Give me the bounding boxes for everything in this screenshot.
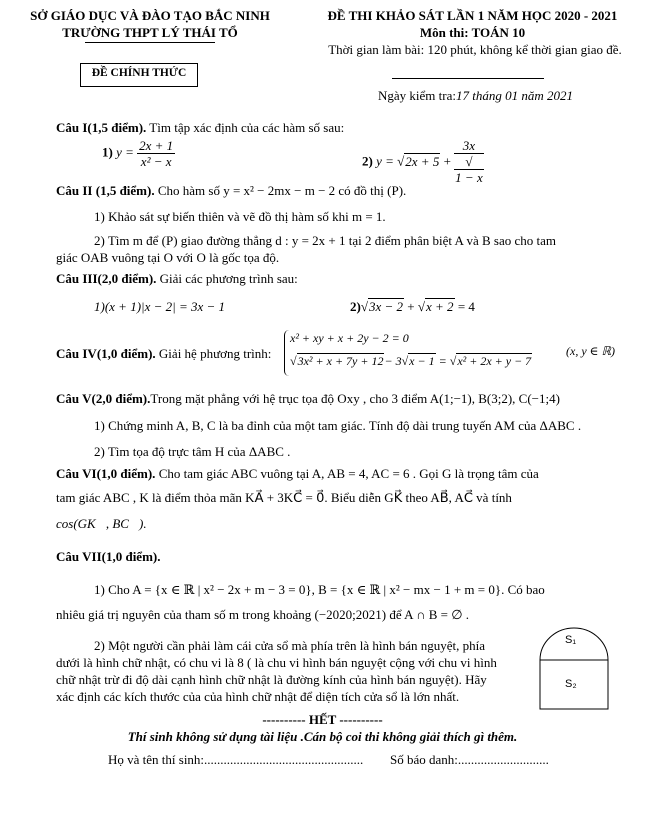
q1-p2-fraction	[454, 138, 484, 185]
q4-eq2-minus: − 3	[384, 354, 402, 368]
q3-heading	[56, 271, 298, 287]
q7-part2-line2: dưới là hình chữ nhật, có chu vi là 8 ( là chu vi hình bán nguyệt cộng với chu vi hình	[56, 655, 497, 670]
q5-part1: 1) Chứng minh A, B, C là ba đỉnh của một tam giác. Tính độ dài trung tuyến AM của ΔABC .	[94, 418, 582, 433]
candidate-id-field: Số báo danh:............................	[390, 752, 549, 767]
q6-text1: Cho tam giác ABC vuông tại A, AB = 4, AC = 6 . Gọi G là trọng tâm của	[158, 466, 539, 481]
q3-p2-label: 2)	[350, 299, 361, 314]
candidate-name-field: Họ và tên thí sinh:.................................................	[108, 752, 364, 767]
q1-part2	[362, 138, 484, 185]
q5-heading	[56, 391, 560, 407]
subject: Môn thi: TOÁN 10	[419, 25, 526, 40]
q1-p2-root: √2x + 5	[397, 153, 440, 169]
q2-part2-line2: giác OAB vuông tại O với O là gốc tọa độ.	[56, 250, 280, 265]
q4-condition: (x, y ∈ ℝ)	[566, 344, 616, 358]
exam-title: ĐỀ THI KHẢO SÁT LẦN 1 NĂM HỌC 2020 - 2021	[327, 8, 618, 23]
dept-name: SỞ GIÁO DỤC VÀ ĐÀO TẠO BẮC NINH	[30, 8, 270, 23]
q4-title: Câu IV(1,0 điểm).	[56, 346, 156, 361]
q7-part1-line1: 1) Cho A = {x ∈ ℝ | x² − 2x + m − 3 = 0}, B = {x ∈ ℝ | x² − mx − 1 + m = 0}. Có bao	[94, 582, 545, 597]
q1-p1-fraction	[137, 138, 175, 169]
q7-part2-line1: 2) Một người cần phải làm cái cửa sổ mà phía trên là hình bán nguyệt, phía	[94, 638, 485, 653]
q4-heading	[56, 346, 271, 362]
school-name: TRƯỜNG THPT LÝ THÁI TỔ	[62, 25, 238, 40]
figure-label-s2: S₂	[565, 678, 577, 690]
official-label: ĐỀ CHÍNH THỨC	[91, 67, 187, 79]
q4-text: Giải hệ phương trình:	[158, 346, 272, 361]
q6-title: Câu VI(1,0 điểm).	[56, 466, 156, 481]
q4-eq2-c: x² + 2x + y − 7	[457, 354, 532, 368]
q5-part2: 2) Tìm tọa độ trực tâm H của ΔABC .	[94, 444, 291, 459]
q6-line3: cos(GK⃗, BC⃗).	[56, 516, 147, 531]
q1-p2-lhs: y =	[376, 153, 394, 169]
school-underline	[85, 42, 215, 43]
q4-eq1: x² + xy + x + 2y − 2 = 0	[290, 331, 409, 345]
q1-p2-num: 3x	[454, 138, 484, 154]
q2-heading	[56, 183, 406, 199]
q2-title: Câu II (1,5 điểm).	[56, 183, 155, 198]
time-note: Thời gian làm bài: 120 phút, không kể thời gian giao đề.	[328, 42, 622, 57]
q7-part2-line4: xác định các kích thước của của hình chữ nhật để diện tích cửa sổ là lớn nhất.	[56, 689, 460, 704]
q7-part2-line3: chữ nhật trừ đi độ dài cạnh hình chữ nhật là đường kính của hình bán nguyệt). Hãy	[56, 672, 487, 687]
q3-p2-a: 3x − 2	[368, 299, 404, 314]
q1-p2-plus: +	[443, 153, 451, 169]
q1-title: Câu I(1,5 điểm).	[56, 120, 147, 135]
header-divider	[392, 78, 544, 79]
date-label: Ngày kiểm tra:	[378, 88, 456, 103]
q3-part2: 2)√3x − 2 + √x + 2 = 4	[350, 299, 475, 314]
q3-text: Giải các phương trình sau:	[159, 271, 298, 286]
q7-title: Câu VII(1,0 điểm).	[56, 549, 161, 564]
q4-eq2-b: x − 1	[409, 354, 435, 368]
q1-heading	[56, 120, 344, 136]
figure-label-s1: S₁	[565, 634, 577, 646]
q1-p1-label: 1)	[102, 144, 113, 160]
q1-p1-lhs: y =	[116, 144, 134, 160]
q1-p1-den: x² − x	[140, 154, 172, 169]
q6-line2: tam giác ABC , K là điểm thỏa mãn KA⃗ + 3KC⃗ = 0⃗. Biểu diễn GK⃗ theo AB⃗, AC⃗ và tính	[56, 490, 512, 505]
exam-note: Thí sinh không sử dụng tài liệu .Cán bộ coi thi không giải thích gì thêm.	[127, 729, 518, 744]
q4-eq2: √3x² + x + 7y + 12− 3√x − 1 = √x² + 2x + y − 7	[290, 354, 532, 368]
end-marker: ---------- HẾT ----------	[262, 712, 383, 727]
q7-part1-line2: nhiêu giá trị nguyên của tham số m trong khoảng (−2020;2021) để A ∩ B = ∅ .	[56, 607, 470, 622]
q3-title: Câu III(2,0 điểm).	[56, 271, 157, 286]
q5-text: Trong mặt phẳng với hệ trục tọa độ Oxy , cho 3 điểm A(1;−1), B(3;2), C(−1;4)	[150, 391, 560, 406]
q1-part1	[102, 138, 175, 169]
q1-p2-label: 2)	[362, 153, 373, 169]
q2-text: Cho hàm số y = x² − 2mx − m − 2 có đồ thị (P).	[157, 183, 407, 198]
q1-p2-den-wrap: √ 1 − x	[455, 154, 483, 185]
q1-p1-num: 2x + 1	[139, 138, 174, 153]
q4-eq2-eq: =	[438, 354, 447, 368]
q6-line1	[56, 466, 539, 482]
date-value: 17 tháng 01 năm 2021	[455, 88, 573, 103]
q5-title: Câu V(2,0 điểm).	[56, 391, 151, 406]
q1-p2-den: 1 − x	[455, 170, 483, 185]
q4-system-brace	[284, 330, 289, 376]
exam-date	[378, 88, 573, 104]
q1-text: Tìm tập xác định của các hàm số sau:	[149, 120, 345, 135]
q3-p2-plus: +	[407, 299, 415, 314]
q2-part2-line1: 2) Tìm m để (P) giao đường thẳng d : y = 2x + 1 tại 2 điểm phân biệt A và B sao cho tam	[94, 233, 556, 248]
q4-eq2-a: 3x² + x + 7y + 12	[297, 354, 384, 368]
q3-p2-b: x + 2	[426, 299, 454, 314]
q3-p2-rhs: = 4	[457, 299, 475, 314]
q1-p2-sqrt: 2x + 5	[405, 153, 440, 169]
q3-part1: 1)(x + 1)|x − 2| = 3x − 1	[94, 299, 226, 314]
q2-part1: 1) Khảo sát sự biến thiên và vẽ đồ thị hàm số khi m = 1.	[94, 209, 386, 224]
